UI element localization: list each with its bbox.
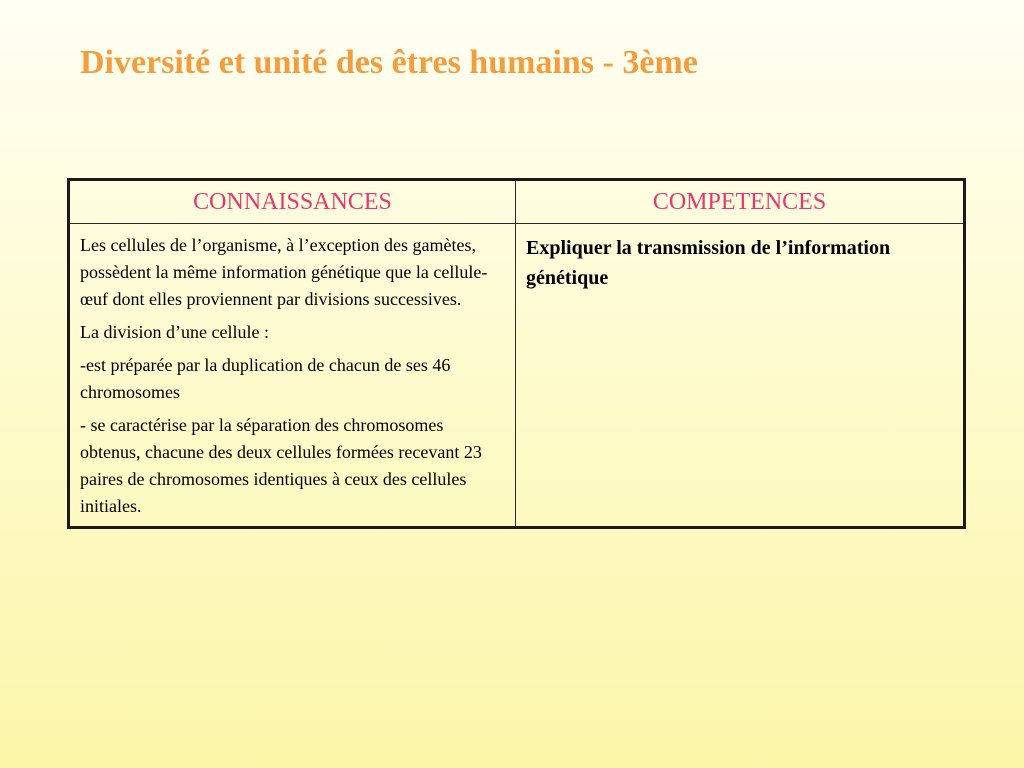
knowledge-paragraph: - se caractérise par la séparation des chromosomes obtenus, chacune des deux cellules formées recevant 23 paires de chromosomes identiques à ceux des cellules initiales. xyxy=(80,415,482,516)
knowledge-paragraph: Les cellules de l’organisme, à l’exception des gamètes, possèdent la même information génétique que la cellule-œuf dont elles proviennent par divisions successives. xyxy=(80,235,488,309)
knowledge-paragraph: La division d’une cellule : xyxy=(80,322,269,342)
table-header-row xyxy=(69,180,965,224)
knowledge-paragraph: -est préparée par la duplication de chacun de ses 46 chromosomes xyxy=(80,355,451,402)
table-row xyxy=(69,224,965,528)
competence-cell: Expliquer la transmission de l’information génétique xyxy=(516,224,965,528)
knowledge-cell xyxy=(69,224,516,528)
slide-title: Diversité et unité des êtres humains - 3ème xyxy=(80,44,698,81)
curriculum-table-container xyxy=(67,178,966,529)
header-competences: COMPETENCES xyxy=(516,180,965,224)
header-connaissances: CONNAISSANCES xyxy=(69,180,516,224)
curriculum-table xyxy=(67,178,966,529)
